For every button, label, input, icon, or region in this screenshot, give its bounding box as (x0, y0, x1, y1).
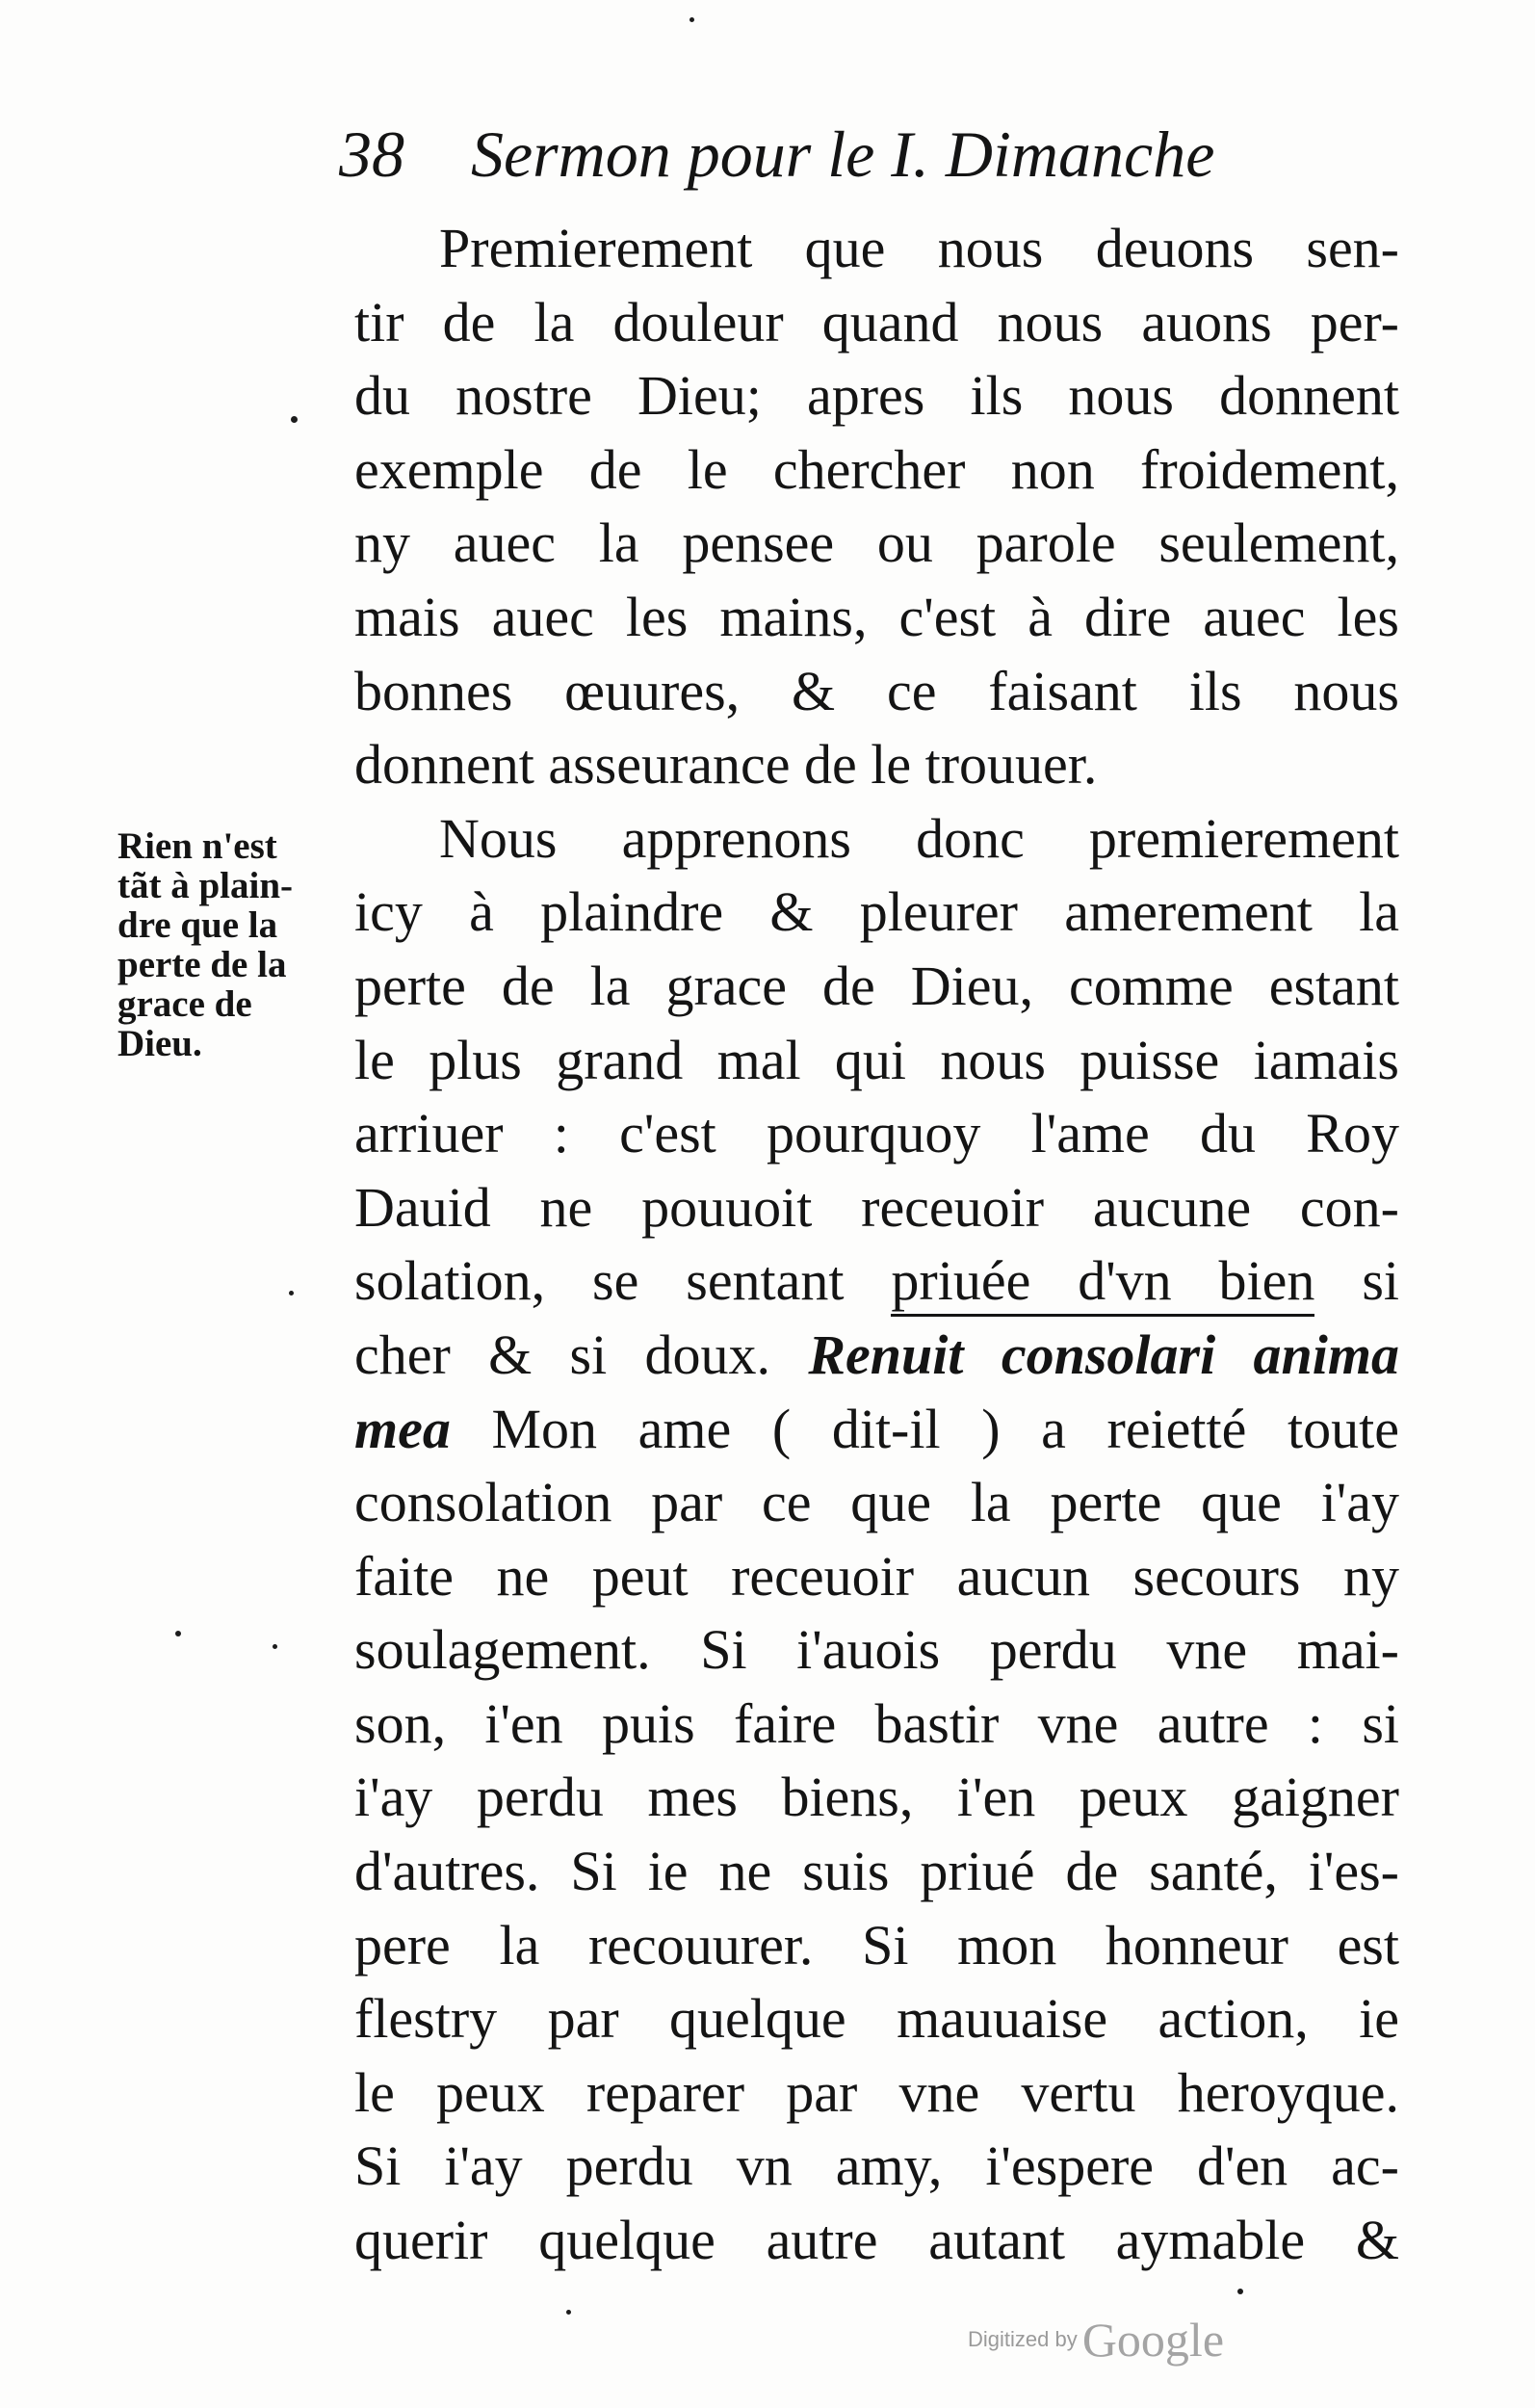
text-line: Nous apprenons donc premierement (439, 806, 1399, 870)
margin-note-line: Dieu. (117, 1023, 202, 1064)
margin-note-line: Rien n'est (117, 825, 277, 867)
watermark-brand: Google (1081, 2313, 1225, 2367)
body-text (354, 212, 1399, 2278)
ink-speck (291, 416, 298, 423)
text-line (354, 1319, 1399, 1393)
ink-speck (566, 2310, 571, 2315)
text-fragment: si (1362, 1249, 1399, 1313)
page-number: 38 (339, 118, 404, 191)
margin-note (117, 826, 349, 1063)
text-line: Premierement que nous deuons sen- (439, 217, 1399, 279)
watermark-prefix: Digitized by (968, 2327, 1078, 2351)
latin-quotation: Renuit consolari anima (808, 1322, 1399, 1386)
margin-note-line: tãt à plain- (117, 865, 294, 906)
text-line (354, 1244, 1399, 1319)
text-line: tir de la douleur quand nous auons per- (354, 290, 1399, 353)
margin-note-line: grace de (117, 983, 252, 1025)
ink-speck (689, 17, 694, 22)
text-fragment: solation, se sentant (354, 1249, 845, 1313)
text-line: du nostre Dieu; apres ils nous donnent (354, 364, 1399, 428)
text-line: icy à plaindre & pleurer amerement la (354, 880, 1399, 944)
text-line: soulagement. Si i'auois perdu vne mai- (354, 1618, 1399, 1682)
text-line: querir quelque autre autant aymable & (354, 2209, 1399, 2272)
text-fragment: Mon ame ( dit-il ) a reietté toute (491, 1397, 1399, 1460)
ink-speck (175, 1631, 181, 1636)
underlined-phrase: priuée d'vn bien (891, 1249, 1314, 1317)
text-line: d'autres. Si ie ne suis priué de santé, i'es- (354, 1840, 1399, 1903)
digitized-watermark (968, 2312, 1224, 2368)
text-line: pere la recouurer. Si mon honneur est (354, 1913, 1399, 1976)
ink-speck (273, 1644, 277, 1649)
text-line: mais auec les mains, c'est à dire auec les (354, 585, 1399, 648)
text-line: bonnes œuures, & ce faisant ils nous (354, 659, 1399, 722)
text-fragment: cher & si doux. (354, 1322, 771, 1386)
text-line: donnent asseurance de le trouuer. (354, 733, 1098, 797)
text-line: Dauid ne pouuoit receuoir aucune con- (354, 1175, 1399, 1239)
ink-speck (1237, 2289, 1243, 2294)
text-line: i'ay perdu mes biens, i'en peux gaigner (354, 1766, 1399, 1829)
text-line (354, 1393, 1399, 1467)
text-line: ny auec la pensee ou parole seulement, (354, 511, 1399, 575)
running-head (339, 116, 1214, 193)
text-line: son, i'en puis faire bastir vne autre : si (354, 1691, 1399, 1755)
text-line: exemple de le chercher non froidement, (354, 437, 1399, 501)
text-line: flestry par quelque mauuaise action, ie (354, 1987, 1399, 2051)
text-line: arriuer : c'est pourquoy l'ame du Roy (354, 1102, 1399, 1165)
latin-quotation-end: mea (354, 1397, 451, 1460)
text-line: perte de la grace de Dieu, comme estant (354, 954, 1399, 1017)
ink-speck (289, 1291, 294, 1296)
text-line: consolation par ce que la perte que i'ay (354, 1471, 1399, 1534)
margin-note-line: perte de la (117, 944, 287, 985)
text-line: le plus grand mal qui nous puisse iamais (354, 1028, 1399, 1091)
text-line: faite ne peut receuoir aucun secours ny (354, 1544, 1399, 1608)
text-line: Si i'ay perdu vn amy, i'espere d'en ac- (354, 2134, 1399, 2198)
margin-note-line: dre que la (117, 904, 278, 946)
running-title: Sermon pour le I. Dimanche (471, 118, 1215, 191)
text-line: le peux reparer par vne vertu heroyque. (354, 2060, 1399, 2124)
